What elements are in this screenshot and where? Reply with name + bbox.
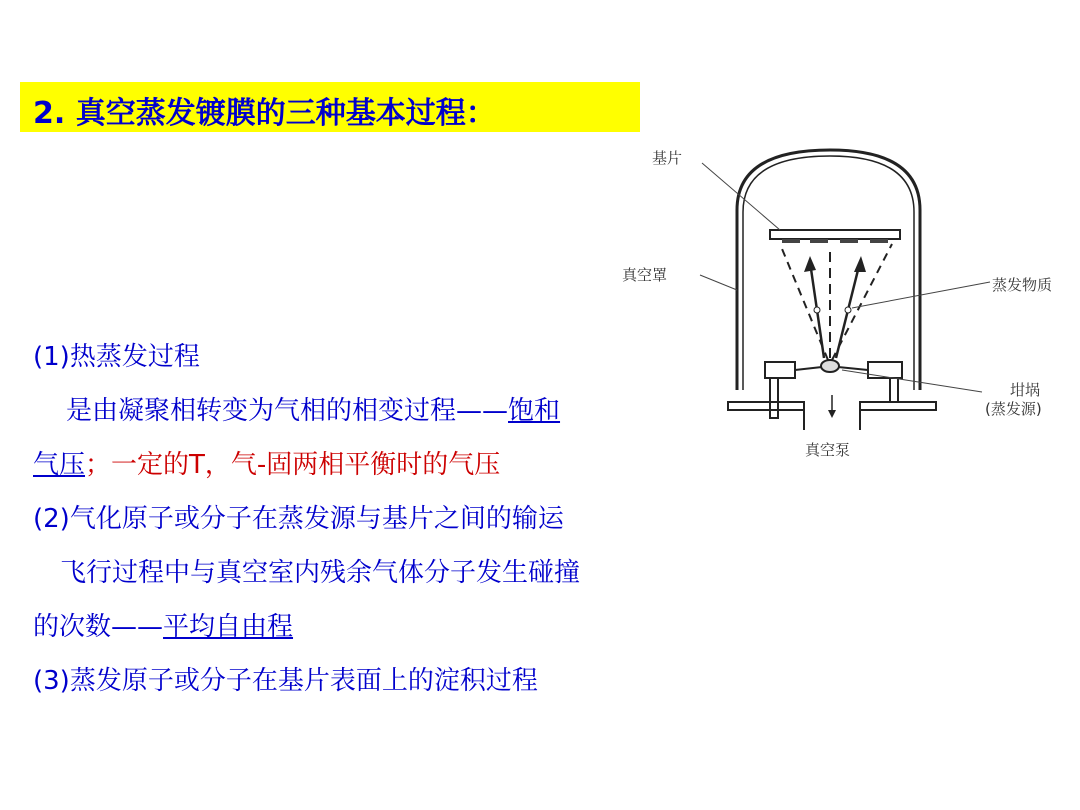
- process-2-heading: (2)气化原子或分子在蒸发源与基片之间的输运: [33, 504, 564, 534]
- label-material: 蒸发物质: [992, 276, 1053, 294]
- label-chamber: 真空罩: [622, 266, 668, 284]
- process-2-line1: 飞行过程中与真空室内残余气体分子发生碰撞: [60, 558, 581, 588]
- label-crucible: 坩埚: [1010, 381, 1041, 399]
- vacuum-evaporation-diagram: [610, 130, 1080, 470]
- substrate-holder: [770, 230, 900, 239]
- process-2-line2: [33, 606, 673, 643]
- label-source: (蒸发源): [985, 400, 1042, 418]
- process-1-text: 是由凝聚相转变为气相的相变过程——: [66, 396, 509, 426]
- process-3-heading: (3)蒸发原子或分子在基片表面上的淀积过程: [33, 666, 538, 696]
- mean-free-path-link[interactable]: 平均自由程: [163, 612, 294, 642]
- process-2-text: 的次数——: [33, 612, 164, 642]
- label-pump: 真空泵: [805, 441, 851, 459]
- saturated-vapor-pressure-link-part1[interactable]: 饱和: [508, 396, 561, 426]
- saturated-vapor-pressure-link-part2[interactable]: 气压: [33, 450, 86, 480]
- label-substrate: 基片: [652, 149, 683, 167]
- process-1-heading: (1)热蒸发过程: [33, 342, 200, 372]
- slide-title: 2. 真空蒸发镀膜的三种基本过程：: [33, 96, 496, 131]
- separator: ；: [85, 450, 112, 480]
- process-1-note: 一定的T，气-固两相平衡时的气压: [111, 450, 501, 480]
- process-1-line: [66, 390, 614, 427]
- base-plate-left: [728, 402, 804, 410]
- base-plate-right: [860, 402, 936, 410]
- process-1-note-line: [33, 444, 673, 481]
- vacuum-chamber-shape: [737, 150, 920, 390]
- crucible-shape: [821, 360, 839, 372]
